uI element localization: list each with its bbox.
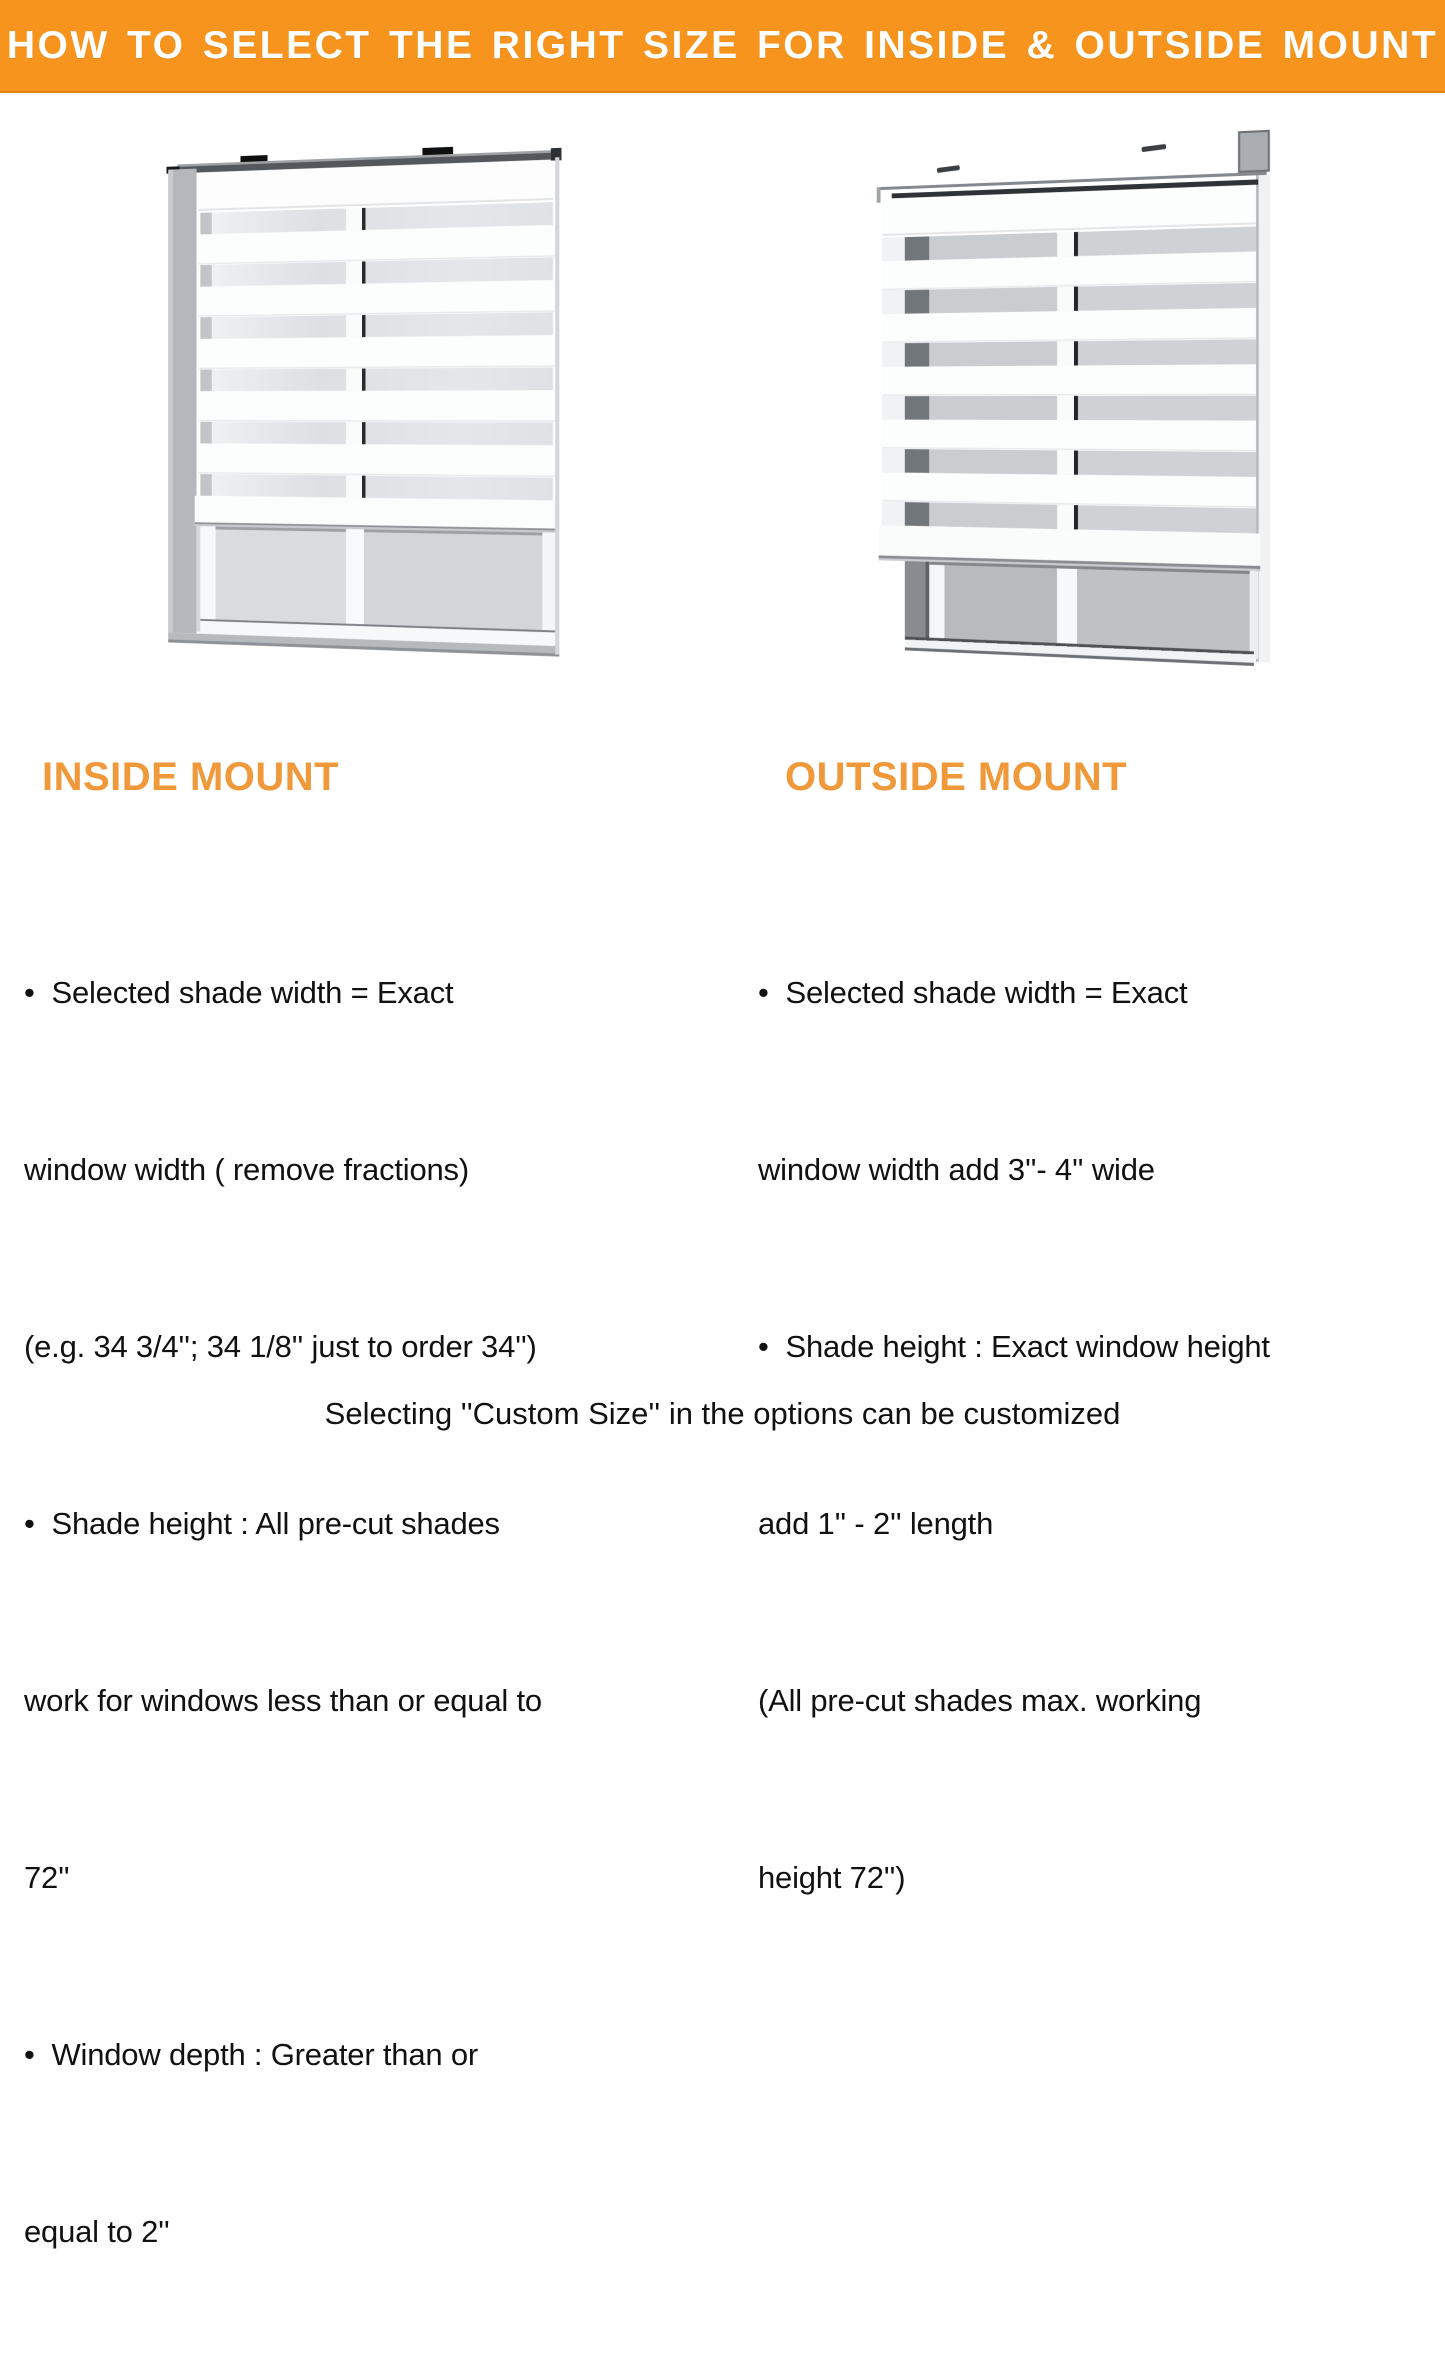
bullet-line: • Selected shade width = Exact: [24, 975, 454, 1010]
outside-mount-bullets: [758, 845, 1438, 2025]
bullet-line: window width ( remove fractions): [24, 1152, 469, 1187]
bullet-line: • Shade height : All pre-cut shades: [24, 1506, 500, 1541]
inside-mount-blind-graphic: [166, 142, 565, 676]
inside-mount-bullets: [24, 845, 724, 2379]
outside-mount-illustration: [866, 140, 1280, 668]
bullet-line: 72'': [24, 1860, 70, 1895]
bullet-line: height 72''): [758, 1860, 906, 1895]
bullet-line: (e.g. 34 3/4''; 34 1/8'' just to order 34''): [24, 1329, 537, 1364]
bullet-line: (All pre-cut shades max. working: [758, 1683, 1202, 1718]
bullet-line: window width add 3''- 4'' wide: [758, 1152, 1155, 1187]
bullet-line: work for windows less than or equal to: [24, 1683, 542, 1718]
bullet-line: equal to 2'': [24, 2214, 170, 2249]
inside-mount-illustration: [158, 150, 562, 668]
footer-note: Selecting ''Custom Size'' in the options can be customized: [324, 1396, 1121, 1431]
header-banner: [0, 0, 1445, 93]
bullet-line: add 1'' - 2'' length: [758, 1506, 994, 1541]
inside-mount-heading: INSIDE MOUNT: [42, 755, 340, 799]
bullet-line: • Window depth : Greater than or: [24, 2037, 478, 2072]
outside-mount-heading: OUTSIDE MOUNT: [785, 755, 1128, 799]
banner-title: HOW TO SELECT THE RIGHT SIZE FOR INSIDE & OUTSIDE MOUNT: [6, 23, 1439, 67]
bullet-line: • Selected shade width = Exact: [758, 975, 1188, 1010]
outside-mount-blind-graphic: [876, 130, 1284, 678]
bullet-line: • Shade height : Exact window height: [758, 1329, 1270, 1364]
